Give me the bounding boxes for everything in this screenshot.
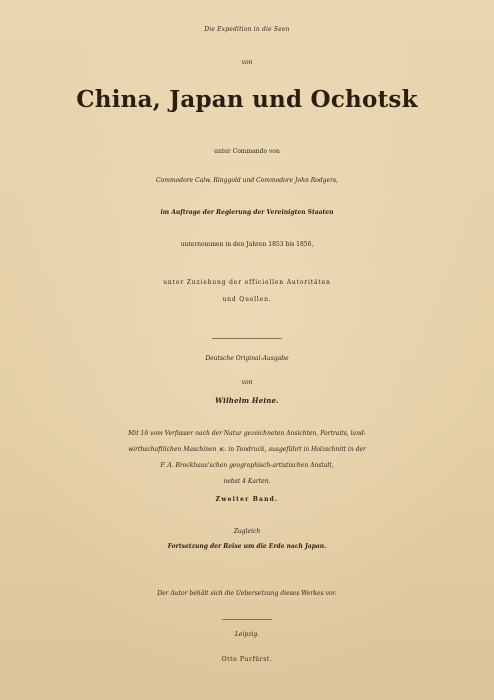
author-name: Wilhelm Heine. bbox=[215, 396, 279, 405]
title-line-1: Die Expedition in die Seen bbox=[204, 26, 290, 33]
zuziehung-line-1: unter Zuziehung der officiellen Autoritäten bbox=[163, 279, 331, 286]
volume-line: Zweiter Band. bbox=[215, 496, 279, 503]
main-title: China, Japan und Ochotsk bbox=[76, 86, 418, 113]
publisher-name: Otto Purfürst. bbox=[221, 656, 273, 663]
von-line-1: von bbox=[241, 59, 253, 66]
rights-notice: Der Autor behält sich die Uebersetzung dieses Werkes vor. bbox=[157, 590, 337, 597]
divider-rule bbox=[222, 619, 272, 620]
description-line: wirthschaftlichen Maschinen ꝛc. in Tondruck, ausgeführt in Holzschnitt in der bbox=[128, 446, 366, 453]
commanders-line: Commodore Calw. Ringgold und Commodore John Rodgers, bbox=[156, 177, 338, 184]
zuziehung-line-2: und Quellen. bbox=[222, 296, 272, 303]
auftrag-line: im Auftrage der Regierung der Vereinigten Staaten bbox=[160, 209, 334, 216]
edition-line: Deutsche Original-Ausgabe bbox=[205, 355, 289, 362]
description-line: Mit 16 vom Verfasser nach der Natur gezeichneten Ansichten, Portraits, land- bbox=[128, 430, 366, 437]
zugleich-line: Zugleich bbox=[233, 528, 261, 535]
years-line: unternommen in den Jahren 1853 bis 1856, bbox=[180, 241, 314, 248]
continuation-title: Fortsetzung der Reise um die Erde nach Japan. bbox=[167, 543, 327, 550]
divider-rule bbox=[212, 338, 282, 339]
publication-place: Leipzig. bbox=[234, 631, 260, 638]
unter-commando-line: unter Commando von bbox=[214, 148, 280, 155]
description-line: nebst 4 Karten. bbox=[223, 478, 271, 485]
description-line: F. A. Brockhaus'schen geographisch-artistischen Anstalt, bbox=[160, 462, 334, 469]
von-line-2: von bbox=[241, 379, 253, 386]
